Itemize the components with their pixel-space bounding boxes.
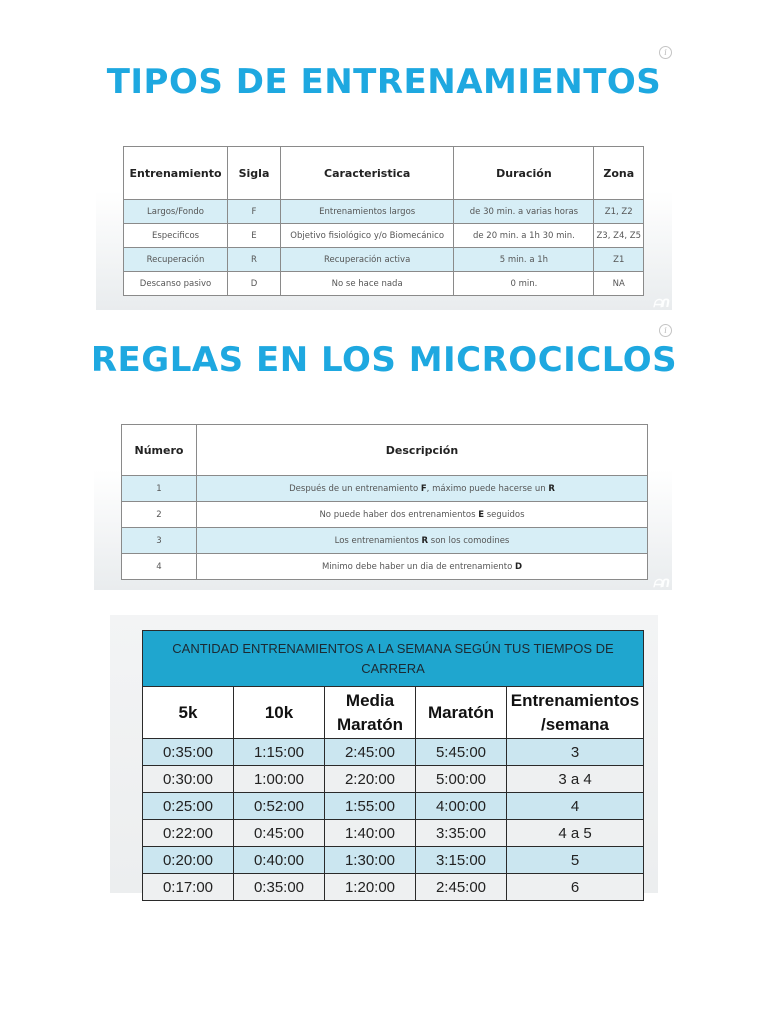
table-title-row	[143, 631, 644, 687]
cell: 4 a 5	[507, 820, 644, 847]
cell: 0:22:00	[143, 820, 234, 847]
col-5k: 5k	[143, 687, 234, 739]
table-row	[143, 874, 644, 901]
table-row	[143, 847, 644, 874]
cell: 0 min.	[454, 272, 594, 296]
table-row	[122, 554, 648, 580]
cell: Objetivo fisiológico y/o Biomecánico	[280, 224, 453, 248]
table-row	[124, 248, 644, 272]
col-numero: Número	[122, 425, 197, 476]
col-10k: 10k	[234, 687, 325, 739]
cell: 4:00:00	[416, 793, 507, 820]
cell: 3:15:00	[416, 847, 507, 874]
cell: E	[228, 224, 281, 248]
table-row	[122, 476, 648, 502]
col-duracion: Duración	[454, 147, 594, 200]
cell: 0:30:00	[143, 766, 234, 793]
table-row	[143, 766, 644, 793]
table-header-row	[124, 147, 644, 200]
cell: No se hace nada	[280, 272, 453, 296]
cell-descripcion: Después de un entrenamiento F, máximo puede hacerse un R	[197, 476, 648, 502]
col-entrenamiento: Entrenamiento	[124, 147, 228, 200]
cell: R	[228, 248, 281, 272]
cell: de 30 min. a varias horas	[454, 200, 594, 224]
cell: 0:40:00	[234, 847, 325, 874]
cell: 2:45:00	[325, 739, 416, 766]
cell: 0:52:00	[234, 793, 325, 820]
cell: 3:35:00	[416, 820, 507, 847]
cell: Z1, Z2	[594, 200, 644, 224]
table-row	[122, 502, 648, 528]
logo-watermark: ᗩᑎ	[653, 577, 670, 590]
cell: de 20 min. a 1h 30 min.	[454, 224, 594, 248]
cell: 0:25:00	[143, 793, 234, 820]
cell: 5 min. a 1h	[454, 248, 594, 272]
cell: 0:17:00	[143, 874, 234, 901]
cell: 1:20:00	[325, 874, 416, 901]
cell: F	[228, 200, 281, 224]
table-row	[124, 272, 644, 296]
table-row	[124, 224, 644, 248]
title-reglas: REGLAS EN LOS MICROCICLOS	[90, 340, 678, 380]
cell: 2:20:00	[325, 766, 416, 793]
cell: 6	[507, 874, 644, 901]
cell-descripcion: Los entrenamientos R son los comodines	[197, 528, 648, 554]
cell-numero: 2	[122, 502, 197, 528]
cell: Z3, Z4, Z5	[594, 224, 644, 248]
cell: Recuperación	[124, 248, 228, 272]
logo-watermark: ᗩᑎ	[653, 297, 670, 310]
cell: 5:00:00	[416, 766, 507, 793]
cell-numero: 4	[122, 554, 197, 580]
cell: Entrenamientos largos	[280, 200, 453, 224]
cell: 0:20:00	[143, 847, 234, 874]
col-sigla: Sigla	[228, 147, 281, 200]
cell: 0:45:00	[234, 820, 325, 847]
table-header-row	[143, 687, 644, 739]
table-cantidad-entrenamientos	[142, 630, 644, 901]
table-tipos-entrenamiento	[123, 146, 644, 296]
cell-descripcion: Minimo debe haber un dia de entrenamiento D	[197, 554, 648, 580]
col-zona: Zona	[594, 147, 644, 200]
cell: Z1	[594, 248, 644, 272]
table-row	[124, 200, 644, 224]
cell: Especificos	[124, 224, 228, 248]
col-media-maraton: Media Maratón	[325, 687, 416, 739]
cell: 1:30:00	[325, 847, 416, 874]
col-caracteristica: Caracteristica	[280, 147, 453, 200]
cell-descripcion: No puede haber dos entrenamientos E seguidos	[197, 502, 648, 528]
cell: Descanso pasivo	[124, 272, 228, 296]
cell: 0:35:00	[234, 874, 325, 901]
table-row	[143, 820, 644, 847]
cell: 5	[507, 847, 644, 874]
col-entrenamientos-semana: Entrenamientos /semana	[507, 687, 644, 739]
cell: 4	[507, 793, 644, 820]
cell: 1:15:00	[234, 739, 325, 766]
col-maraton: Maratón	[416, 687, 507, 739]
cell: 1:00:00	[234, 766, 325, 793]
table-title: CANTIDAD ENTRENAMIENTOS A LA SEMANA SEGÚN TUS TIEMPOS DE CARRERA	[143, 631, 644, 687]
cell: D	[228, 272, 281, 296]
cell: NA	[594, 272, 644, 296]
table-row	[122, 528, 648, 554]
cell: 1:40:00	[325, 820, 416, 847]
cell: 2:45:00	[416, 874, 507, 901]
table-row	[143, 793, 644, 820]
cell: 3 a 4	[507, 766, 644, 793]
cell: Recuperación activa	[280, 248, 453, 272]
cell: 1:55:00	[325, 793, 416, 820]
table-row	[143, 739, 644, 766]
info-icon[interactable]: i	[659, 324, 672, 337]
cell-numero: 1	[122, 476, 197, 502]
title-tipos: TIPOS DE ENTRENAMIENTOS	[106, 62, 662, 102]
cell: 5:45:00	[416, 739, 507, 766]
cell-numero: 3	[122, 528, 197, 554]
cell: 3	[507, 739, 644, 766]
table-reglas-microciclos	[121, 424, 648, 580]
cell: 0:35:00	[143, 739, 234, 766]
col-descripcion: Descripción	[197, 425, 648, 476]
table-header-row	[122, 425, 648, 476]
cell: Largos/Fondo	[124, 200, 228, 224]
info-icon[interactable]: i	[659, 46, 672, 59]
